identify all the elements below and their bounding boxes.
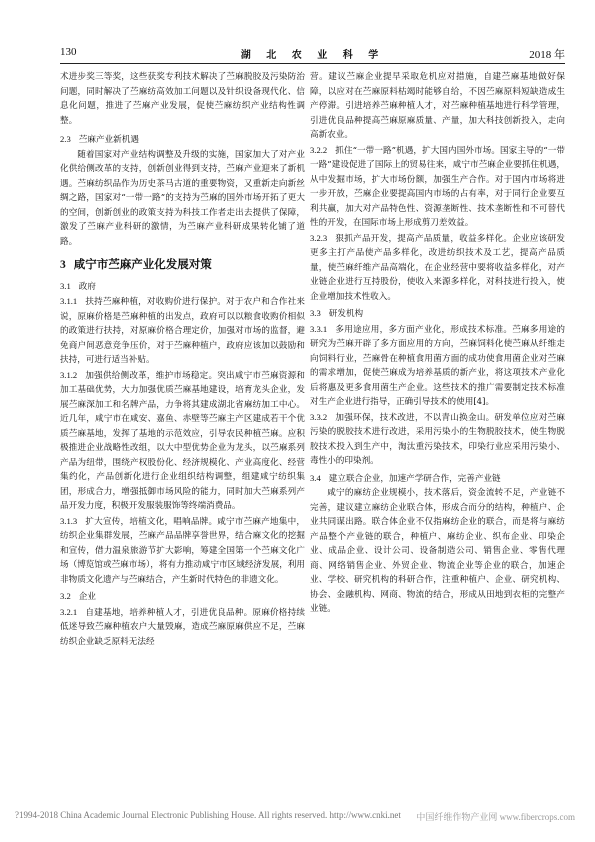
copyright-notice: ?1994-2018 China Academic Journal Electronic Publishing House. All rights reserved. http://www.cnki.net — [15, 810, 401, 820]
section-3-3-heading — [310, 306, 565, 322]
subsection-number: 3.3.1 — [310, 323, 328, 334]
subsection-text: 多用途应用，多方面产业化，形成技术标准。苎麻多用途的研究为苎麻开辟了多方面应用的方向，苎麻饲料化使苎麻从纤维走向饲料行业，苎麻骨在种植食用菌方面的成功使食用菌企业对苎麻的需求增加，促使苎麻成为培养基质的新产业，将这项技术产业化后将惠及更多食用菌生产企业。这些技术的推广需要制定技术标准对生产企业进行指导，正确引导技术的使用[4]。 — [310, 324, 565, 407]
section-3-2-1-body — [60, 605, 305, 650]
section-title: 政府 — [78, 281, 96, 292]
section-3-3-2-body — [310, 410, 565, 469]
subsection-number: 3.2.2 — [310, 144, 328, 155]
section-number: 2.3 — [60, 134, 71, 144]
section-3-2-3-body — [310, 231, 565, 305]
section-3-2-heading — [60, 589, 305, 605]
section-3-1-1-body — [60, 294, 305, 368]
section-3-1-3-body — [60, 514, 305, 588]
subsection-text: 抓住“一带一路”机遇，扩大国内国外市场。国家主导的“一带一路”建设促进了国际上的贸易往来，咸宁市苎麻企业要抓住机遇，从中发掘市场，扩大市场份额，加强生产合作。对于国内市场将进一步开放，苎麻企业要提高国内市场的占有率，对于同行企业要互利共赢，加大对产品特色性、资源垄断性、技术垄断性和不可替代性的开发，在国际市场上形成剪刀差效益。 — [310, 145, 565, 228]
subsection-number: 3.1.3 — [60, 515, 78, 526]
section-title: 建立联合企业，加速产学研合作，完善产业链 — [328, 473, 501, 484]
watermark-text: 中国纤维作物产业网 www.fibercrops.com — [416, 812, 575, 822]
section-3-2-2-body — [310, 143, 565, 231]
section-3-1-2-body — [60, 368, 305, 514]
section-title: 咸宁市苎麻产业化发展对策 — [73, 257, 212, 271]
subsection-text: 扶持苎麻种植，对收购价进行保护。对于农户和合作社来说，原麻价格是苎麻种植的出发点，政府可以以粮食收购价相似的政策进行扶持，对原麻价格合理定价，加强对市场的监督，避免商户间恶意竞争压价，对于苎麻种植户，政府应该加以鼓励和扶持，可进行适当补贴。 — [60, 297, 305, 365]
issue-year: 2018 年 — [529, 49, 565, 61]
section-2-3-heading — [60, 132, 305, 148]
section-title: 苎麻产业新机遇 — [78, 135, 139, 145]
section-number: 3.4 — [310, 472, 321, 483]
section-title: 研发机构 — [328, 309, 364, 319]
header-rule — [60, 63, 565, 64]
subsection-text: 自建基地，培养种植人才，引进优良品种。原麻价格持续低迷导致苎麻种植农户大量毁麻，造成苎麻原麻供应不足，苎麻纺织企业缺乏原料无法经 — [60, 607, 305, 647]
subsection-number: 3.1.2 — [60, 369, 78, 380]
subsection-text: 扩大宣传，培植文化，唱响品牌。咸宁市苎麻产地集中，纺织企业集群发展，苎麻产品品牌享誉世界，结合麻文化的挖掘和宣传，借力温泉旅游节扩大影响，筹建全国第一个苎麻文化广场（博览馆或苎麻市场），将有力推动咸宁市区域经济发展，利用非物质文化遗产与苎麻结合，产生新时代特色的非遗文化。 — [60, 516, 305, 585]
section-3-heading — [60, 257, 305, 273]
section-3-4-heading — [310, 471, 565, 487]
page-header — [60, 44, 565, 62]
section-3-3-1-body — [310, 322, 565, 410]
subsection-text: 狠抓产品开发，提高产品质量，收益多样化。企业应该研发更多主打产品使产品多样化，改进纺织技术及工艺，提高产品质量，使苎麻纤维产品高端化，在企业经营中要将收益多样化，对产业链企业进行互持股份，使收入来源多样化，对科技进行投入，使企业增加技术性收入。 — [310, 233, 565, 302]
subsection-text: 加强环保，技术改进，不以青山换金山。研发单位应对苎麻污染的脱胶技术进行改进，采用污染小的生物脱胶技术，使生物脱胶技术投入到生产中，淘汰重污染技术，印染行业应采用污染小、毒性小的印染剂。 — [310, 412, 565, 466]
section-number: 3.1 — [60, 280, 71, 291]
page-number: 130 — [60, 46, 77, 58]
right-column — [310, 70, 565, 617]
section-title: 企业 — [78, 592, 96, 602]
continued-paragraph: 营。建议苎麻企业提早采取危机应对措施，自建苎麻基地做好保障，以应对在苎麻原料枯竭时能够自给，不因苎麻原料短缺造成生产停滞。引进培养苎麻种植人才，对苎麻种植基地进行科学管理，引进优良品种提高苎麻原麻质量、产量，加大科技创新投入，走向高新农业。 — [310, 72, 565, 140]
intro-paragraph: 术进步奖三等奖，这些获奖专利技术解决了苎麻脱胶及污染防治问题，同时解决了苎麻纺高效加工问题以及针织设备现代化、信息化问题，推进了苎麻产业发展，促使苎麻纺织产业结构性调整。 — [60, 72, 305, 126]
section-3-1-heading — [60, 279, 305, 295]
section-number: 3 — [60, 259, 66, 271]
left-column — [60, 70, 305, 649]
subsection-number: 3.2.1 — [60, 606, 78, 617]
subsection-number: 3.2.3 — [310, 232, 328, 243]
section-number: 3.3 — [310, 308, 321, 318]
section-3-4-body: 咸宁的麻纺企业规模小，技术落后，资金流转不足，产业链不完善，建议建立麻纺企业联合体，形成合而分的结构，种植户、企业共同谋出路。联合体企业不仅指麻纺企业的联合，而是将与麻纺产品整个产业链的联合，种植户、麻纺企业、织布企业、印染企业、成品企业、设计公司、设备制造公司、销售企业、零售代理商、网络销售企业、外贸企业、物流企业等企业的联合，加速企业、学校、研究机构的科研合作，注重种植户、企业、研究机构、协会、金融机构、网商、物流的结合，形成从田地到衣柜的完整产业链。 — [310, 488, 565, 614]
journal-title: 湖 北 农 业 科 学 — [240, 50, 385, 61]
section-number: 3.2 — [60, 591, 71, 601]
subsection-text: 加强供给侧改革，维护市场稳定。突出咸宁市苎麻资源和加工基础优势，大力加强优质苎麻基地建设，培育龙头企业，发展苎麻深加工和名牌产品，力争将其建成湖北省麻纺加工中心。近几年，咸宁市在咸安、嘉鱼、赤壁等苎麻主产区建成若干个优质苎麻基地，发挥了基地的示范效应，引导农民种植苎麻。应积极推进企业战略性改组，以大中型优势企业为龙头，以苎麻系列产品为纽带，围绕产权股份化、经济规模化、产业高度化、经营集约化，产品创新化进行企业组织结构调整，组建咸宁纺织集团，形成合力，增强抵御市场风险的能力，同时加大苎麻系列产品开发力度，积极开发服装服饰等终端消费品。 — [60, 370, 305, 511]
subsection-number: 3.1.1 — [60, 296, 78, 306]
section-2-3-body: 随着国家对产业结构调整及升级的实施，国家加大了对产业化供给侧改革的支持，创新创业得到支持，苎麻产业迎来了新机遇。苎麻纺织品作为历史茶马古道的重要物资，又重新走向新丝绸之路，国家对“一带一路”的支持为苎麻的国外市场开拓了更大的空间，创新创业的政策支持为科技工作者走出去提供了保障，激发了苎麻产业科研的激情，为苎麻产业科研成果转化铺了道路。 — [60, 149, 305, 247]
subsection-number: 3.3.2 — [310, 411, 328, 422]
